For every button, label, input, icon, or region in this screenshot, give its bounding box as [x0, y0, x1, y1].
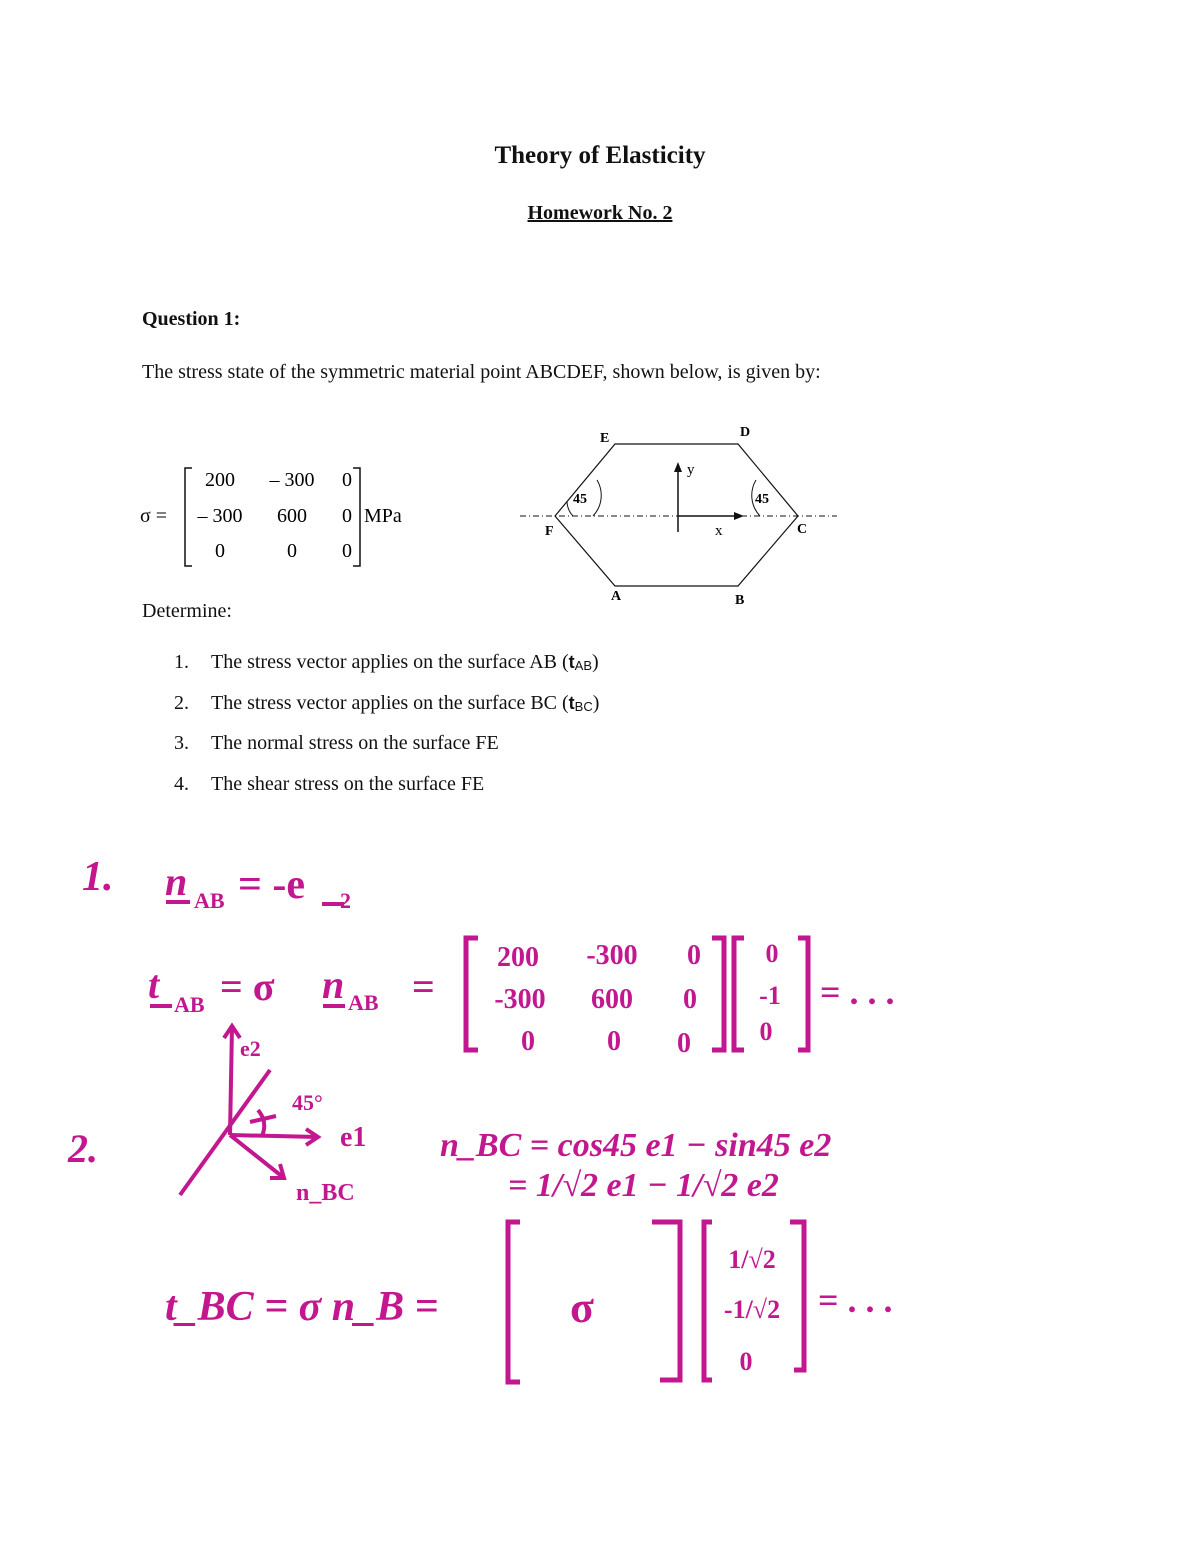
svg-text:= σ: = σ	[220, 964, 275, 1009]
document-subtitle	[0, 202, 1200, 225]
hw-matrix-cell: 0	[521, 1026, 535, 1057]
hw-e1-label: e1	[340, 1122, 367, 1153]
hw-vector-left-bracket	[734, 938, 744, 1050]
hw-nbc-vector-cell: -1/√2	[723, 1295, 781, 1324]
vertex-label-b: B	[735, 593, 745, 608]
hw-part1-number: 1.	[82, 854, 114, 900]
svg-text:= -e: = -e	[238, 862, 306, 908]
task-number: 1.	[174, 651, 189, 673]
hw-matrix-cell: 600	[591, 984, 633, 1015]
task-text: The shear stress on the surface FE	[211, 772, 485, 795]
handwritten-notes	[0, 840, 1200, 1553]
list-item	[142, 692, 599, 733]
list-item	[142, 773, 599, 814]
matrix-right-bracket	[353, 468, 360, 566]
hw-vector-cell: 0	[765, 939, 779, 968]
matrix-unit: MPa	[364, 505, 402, 527]
question-heading: Question 1:	[142, 308, 241, 330]
task-list	[142, 651, 599, 813]
hw-nbc-vector-left-bracket	[704, 1222, 712, 1380]
x-axis-arrowhead	[734, 512, 744, 520]
angle-label-right: 45	[755, 492, 769, 507]
hw-matrix-right-bracket	[712, 938, 724, 1050]
task-vector: t	[568, 652, 575, 672]
svg-text:AB: AB	[174, 992, 205, 1017]
hw-matrix-left-bracket	[466, 938, 478, 1050]
task-text: The stress vector applies on the surface BC (	[211, 691, 569, 714]
angle-label-left: 45	[573, 492, 587, 507]
hw-t-bc-result: = . . .	[818, 1280, 893, 1320]
hw-matrix-cell: -300	[586, 940, 638, 971]
svg-text:AB: AB	[348, 990, 379, 1015]
task-text: The stress vector applies on the surface AB (	[211, 651, 569, 673]
hw-matrix-cell: 0	[683, 984, 697, 1015]
task-subscript: BC	[574, 698, 593, 714]
matrix-cell: 600	[277, 505, 307, 527]
matrix-left-bracket	[185, 468, 192, 566]
hw-sigma-left-bracket	[508, 1222, 520, 1382]
matrix-cell: 0	[342, 505, 352, 527]
hw-vector-right-bracket	[798, 938, 808, 1050]
hw-t-ab-line	[148, 962, 435, 1017]
task-vector: t	[568, 692, 575, 713]
hw-part2-number: 2.	[68, 1126, 98, 1171]
task-number: 2.	[174, 691, 189, 714]
vertex-label-c: C	[797, 522, 808, 537]
vertex-label-f: F	[545, 524, 554, 539]
x-axis-label: x	[715, 523, 723, 539]
task-close: )	[592, 651, 599, 673]
hw-matrix-cell: 0	[687, 940, 701, 971]
subtitle-text: Homework No. 2	[527, 202, 673, 224]
matrix-cell: 0	[342, 469, 352, 491]
list-item	[142, 732, 599, 773]
svg-text:2: 2	[340, 888, 351, 913]
hw-n-bc-label: n_BC	[296, 1180, 355, 1206]
hw-t-bc-label: t_BC = σ n_B =	[165, 1284, 439, 1330]
svg-text:n: n	[165, 859, 188, 904]
hw-n-bc-line1: n_BC = cos45 e1 − sin45 e2	[440, 1127, 832, 1164]
hw-matrix-cell: 0	[607, 1026, 621, 1057]
svg-text:AB: AB	[194, 888, 225, 913]
svg-text:n: n	[322, 962, 345, 1007]
task-subscript: AB	[574, 658, 593, 673]
document-title: Theory of Elasticity	[494, 142, 706, 169]
vertex-label-a: A	[611, 589, 622, 604]
hexagon-outline	[555, 444, 798, 586]
hw-angle-label: 45°	[292, 1090, 323, 1115]
y-axis-arrowhead	[674, 462, 682, 472]
task-number: 3.	[174, 732, 189, 754]
y-axis-label: y	[687, 462, 695, 478]
hw-vector-cell: 0	[759, 1017, 773, 1046]
task-text: The normal stress on the surface FE	[211, 732, 499, 754]
hw-matrix-cell: 0	[677, 1028, 691, 1059]
matrix-cell: – 300	[197, 505, 243, 527]
vertex-label-d: D	[740, 425, 751, 440]
hw-t-ab-result: = . . .	[820, 972, 895, 1012]
hw-vector-cell: -1	[759, 981, 781, 1010]
hw-nbc-vector-right-bracket	[790, 1222, 804, 1370]
hw-matrix-cell: -300	[494, 984, 546, 1015]
matrix-cell: – 300	[269, 469, 315, 491]
angle-arc-left-outer	[593, 480, 601, 516]
svg-text:t: t	[148, 962, 160, 1007]
hw-sigma-symbol: σ	[570, 1283, 594, 1332]
vertex-label-e: E	[600, 431, 610, 446]
stress-symbol: σ =	[140, 505, 168, 527]
svg-text:=: =	[412, 964, 435, 1009]
matrix-cell: 0	[215, 540, 225, 562]
question-intro: The stress state of the symmetric material point ABCDEF, shown below, is given by:	[142, 361, 821, 383]
matrix-cell: 0	[287, 540, 297, 562]
hw-sigma-right-bracket	[652, 1222, 680, 1380]
hw-nbc-vector-cell: 1/√2	[728, 1245, 776, 1274]
task-close: )	[592, 691, 600, 714]
stress-matrix	[140, 460, 440, 572]
matrix-cell: 0	[342, 540, 352, 562]
hw-e2-label: e2	[240, 1036, 261, 1061]
list-item	[142, 651, 599, 692]
determine-label: Determine:	[142, 600, 232, 622]
task-number: 4.	[174, 772, 189, 795]
hw-matrix-cell: 200	[497, 942, 539, 973]
hw-n-ab-equation	[165, 859, 351, 913]
hexagon-figure	[515, 420, 845, 610]
matrix-cell: 200	[205, 469, 235, 491]
hw-nbc-vector-cell: 0	[739, 1347, 753, 1376]
hw-n-bc-line2: = 1/√2 e1 − 1/√2 e2	[508, 1167, 779, 1204]
